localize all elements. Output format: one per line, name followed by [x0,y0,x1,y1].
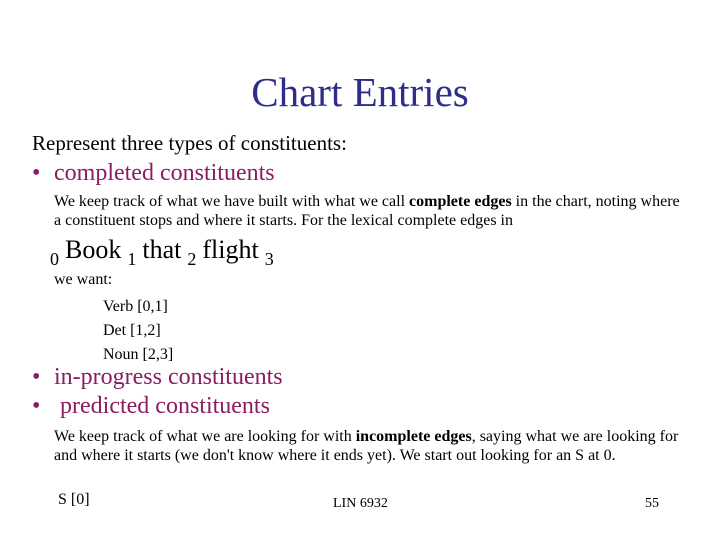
s-zero-entry: S [0] [58,491,90,508]
slide-title: Chart Entries [251,69,469,115]
index-1: 1 [127,249,137,269]
incomplete-edges-term: incomplete edges [355,428,472,445]
footer-course: LIN 6932 [333,496,388,511]
predicted-text-2: , saying what we are looking for and where it starts (we don't know where it ends yet). We start out looking for an S at 0. [54,428,679,464]
edge-entries [103,295,173,367]
bullet-in-progress [32,364,283,390]
completed-paragraph [54,192,684,230]
completed-text-1: We keep track of what we have built with what we call [54,193,410,210]
bullet-dot: • [32,160,41,186]
word-book: Book [65,235,122,264]
bullet-dot: • [32,393,41,419]
predicted-paragraph [54,427,684,465]
complete-edges-term: complete edges [409,193,512,210]
index-3: 3 [264,249,274,269]
lexical-example [50,236,274,270]
bullet-predicted [32,393,270,419]
entry-noun: Noun [2,3] [103,346,174,363]
bullet-completed-label: completed constituents [54,160,275,186]
index-0: 0 [50,249,59,269]
entry-verb: Verb [0,1] [103,298,168,315]
page-number: 55 [645,496,659,511]
predicted-text-1: We keep track of what we are looking for with [54,428,356,445]
intro-text: Represent three types of constituents: [32,131,347,155]
bullet-dot: • [32,364,41,390]
bullet-completed [32,160,275,186]
we-want-label: we want: [54,271,113,288]
word-flight: flight [202,235,259,264]
word-that: that [142,235,182,264]
completed-text-2: in the chart, noting where a constituent stops and where it starts. For the lexical complete edges in [54,193,680,229]
entry-det: Det [1,2] [103,322,161,339]
bullet-in-progress-label: in-progress constituents [54,364,283,390]
index-2: 2 [187,249,197,269]
bullet-predicted-label: predicted constituents [54,393,270,419]
